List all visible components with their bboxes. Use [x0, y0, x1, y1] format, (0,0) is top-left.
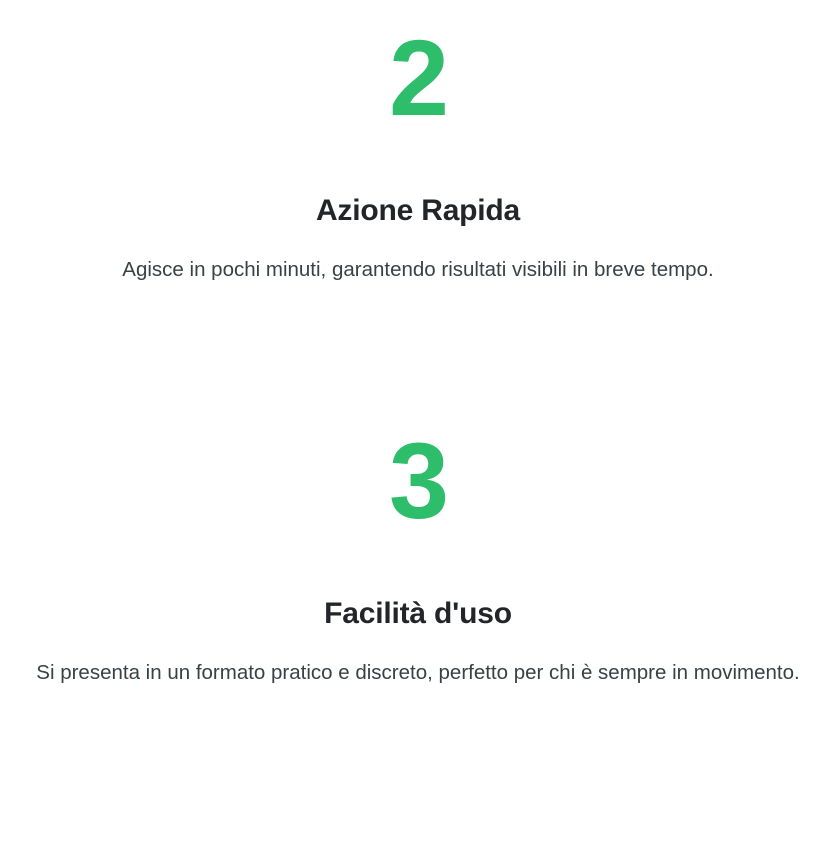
- feature-description: Agisce in pochi minuti, garantendo risultati visibili in breve tempo.: [122, 258, 714, 281]
- feature-number: 3: [388, 420, 448, 542]
- feature-title: Facilità d'uso: [324, 597, 512, 631]
- feature-title: Azione Rapida: [315, 194, 521, 227]
- feature-description: Si presenta in un formato pratico e discreto, perfetto per chi è sempre in movimento.: [36, 661, 800, 685]
- feature-item: [0, 305, 836, 688]
- feature-item: [0, 0, 836, 285]
- feature-number: 2: [388, 17, 448, 138]
